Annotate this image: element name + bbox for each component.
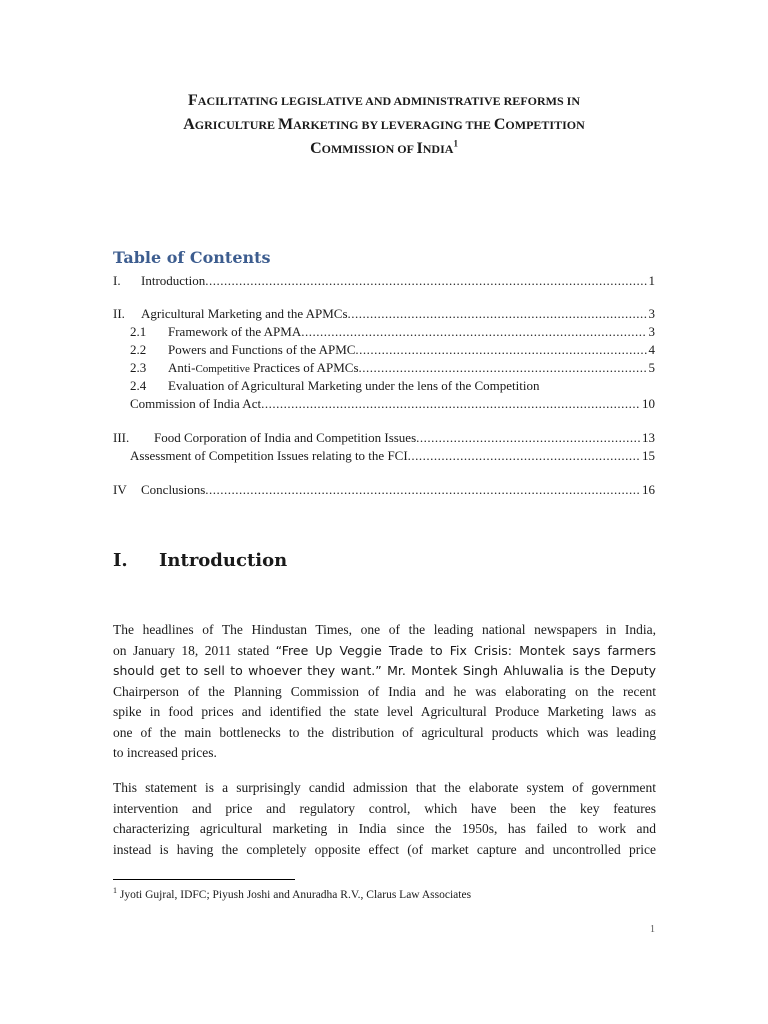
toc-entry-label: Conclusions	[141, 482, 206, 497]
paragraph-line: one of the main bottlenecks to the distribution of agricultural products which was leading	[113, 724, 656, 740]
toc-entry-page: 10	[642, 396, 655, 411]
toc-entry-number: I.	[113, 273, 121, 288]
toc-entry-number: 2.2	[130, 342, 147, 357]
toc-leader-dots	[261, 395, 640, 413]
toc-entry-label	[168, 359, 359, 377]
toc-entry-framework-apma[interactable]	[130, 323, 655, 341]
title-fragment: C	[493, 116, 506, 133]
title-fragment: ACILITATING LEGISLATIVE AND ADMINISTRATIVE REFORMS IN	[197, 94, 580, 108]
section-title: Introduction	[159, 550, 288, 571]
paragraph-line: characterizing agricultural marketing in India since the 1950s, has failed to work and	[113, 821, 656, 836]
footnote-text: Jyoti Gujral, IDFC; Piyush Joshi and Anuradha R.V., Clarus Law Associates	[117, 888, 472, 901]
section-heading	[113, 550, 287, 571]
title-fragment: GRICULTURE	[194, 118, 279, 132]
toc-entry-powers-functions[interactable]	[130, 341, 655, 359]
toc-entry-introduction[interactable]	[113, 272, 655, 290]
title-fragment: I	[416, 140, 423, 157]
paragraph-line: intervention and price and regulatory control, which have been the key features	[113, 800, 656, 816]
title-fragment: M	[278, 116, 294, 133]
toc-entry-label: Evaluation of Agricultural Marketing under the lens of the Competition	[168, 378, 540, 393]
toc-entry-label: Introduction	[141, 273, 206, 288]
toc-leader-dots	[355, 341, 646, 359]
toc-label-part: Competitive	[195, 363, 250, 375]
toc-entry-page: 1	[648, 273, 655, 288]
toc-entry-number: 2.1	[130, 324, 147, 339]
toc-entry-label: Assessment of Competition Issues relating to the FCI	[130, 448, 408, 463]
toc-entry-page: 3	[648, 324, 655, 339]
toc-entry-evaluation[interactable]	[130, 377, 655, 395]
title-fragment: OMPETITION	[505, 118, 585, 132]
toc-entry-number: IV	[113, 482, 127, 497]
toc-entry-label: Food Corporation of India and Competition Issues	[154, 430, 417, 445]
toc-entry-agricultural-marketing[interactable]	[113, 305, 655, 323]
title-fragment: C	[310, 140, 322, 157]
footnote-separator	[113, 879, 295, 880]
toc-leader-dots	[348, 305, 647, 323]
footnote-reference[interactable]: 1	[453, 138, 458, 149]
toc-entry-evaluation-cont[interactable]	[130, 395, 655, 413]
title-fragment: NDIA	[422, 142, 454, 156]
toc-leader-dots	[408, 447, 640, 465]
title-fragment: A	[183, 116, 195, 133]
toc-entry-number: 2.4	[130, 378, 147, 393]
toc-label-part: Practices of APMCs	[249, 360, 359, 375]
toc-entry-number: III.	[113, 430, 130, 445]
toc-entry-label: Agricultural Marketing and the APMCs	[141, 306, 348, 321]
paragraph-2	[113, 778, 656, 860]
title-line-2	[100, 113, 668, 137]
toc-entry-page: 5	[648, 360, 655, 375]
title-fragment: OMMISSION OF	[321, 142, 417, 156]
title-fragment: F	[188, 92, 198, 109]
paragraph-line: to increased prices.	[113, 745, 217, 760]
toc-entry-page: 16	[642, 482, 655, 497]
toc-leader-dots	[359, 359, 647, 377]
paragraph-line: This statement is a surprisingly candid admission that the elaborate system of government	[113, 780, 656, 795]
toc-entry-anti-competitive[interactable]	[130, 359, 655, 377]
toc-leader-dots	[301, 323, 646, 341]
toc-entry-number: II.	[113, 306, 125, 321]
toc-entry-assessment[interactable]	[130, 447, 655, 465]
toc-leader-dots	[205, 481, 640, 499]
quoted-headline: “Free Up Veggie Trade to Fix Crisis: Montek says farmers	[275, 642, 656, 658]
title-line-1	[100, 89, 668, 113]
footnote-marker: 1	[113, 886, 117, 895]
toc-entry-label: Framework of the APMA	[168, 324, 302, 339]
toc-entry-number: 2.3	[130, 360, 147, 375]
toc-leader-dots	[416, 429, 640, 447]
document-title	[100, 89, 668, 161]
toc-entry-label: Commission of India Act	[130, 396, 262, 411]
paragraph-line	[113, 661, 656, 682]
title-line-3	[100, 137, 668, 161]
toc-entry-page: 4	[648, 342, 655, 357]
text-run: on January 18, 2011 stated	[113, 642, 276, 658]
paragraph-line: The headlines of The Hindustan Times, one of the leading national newspapers in India,	[113, 622, 656, 637]
section-number: I.	[113, 550, 128, 571]
title-fragment: ARKETING BY LEVERAGING THE	[293, 118, 494, 132]
paragraph-line: Chairperson of the Planning Commission of India and he was elaborating on the recent	[113, 683, 656, 699]
toc-entry-conclusions[interactable]	[113, 481, 655, 499]
page-number: 1	[650, 924, 655, 935]
toc-heading: Table of Contents	[113, 248, 271, 267]
toc-entry-label: Powers and Functions of the APMC	[168, 342, 356, 357]
footnote	[113, 886, 471, 901]
toc-entry-page: 15	[642, 448, 655, 463]
toc-label-part: Anti-	[168, 360, 196, 375]
toc-entry-page: 3	[648, 306, 655, 321]
toc-entry-food-corporation[interactable]	[113, 429, 655, 447]
paragraph-1	[113, 620, 656, 764]
paragraph-line: spike in food prices and identified the state level Agricultural Produce Marketing laws as	[113, 704, 656, 719]
paragraph-line: instead is having the completely opposite effect (of market capture and uncontrolled price	[113, 841, 656, 857]
toc-entry-page: 13	[642, 430, 655, 445]
quoted-headline: should get to sell to whoever they want.” Mr. Montek Singh Ahluwalia is the Deputy	[113, 663, 656, 678]
paragraph-line	[113, 641, 656, 662]
toc-leader-dots	[205, 272, 646, 290]
